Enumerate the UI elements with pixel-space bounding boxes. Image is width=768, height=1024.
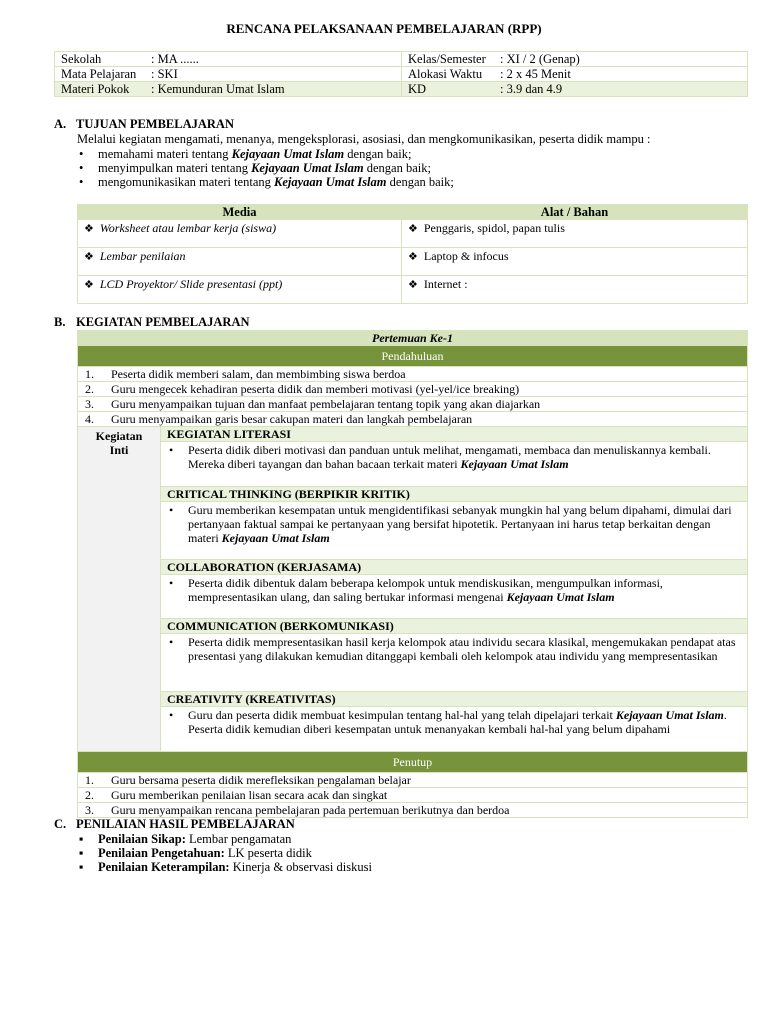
section-c-heading: C. PENILAIAN HASIL PEMBELAJARAN <box>54 817 295 831</box>
critical-body: • Guru memberikan kesempatan untuk mengidentifikasi sebanyak mungkin hal yang belum dipahami, dimulai dari pertanyaan faktual sampai ke pertanyaan yang bersifat hipotetik. Pertanyaan ini harus tetap berkaitan dengan materi Kejayaan Umat Islam <box>161 502 748 560</box>
table-row: ❖ Lembar penilaian ❖ Laptop & infocus <box>78 248 748 276</box>
alokasi-cell: Alokasi Waktu : 2 x 45 Menit <box>402 67 748 82</box>
pendahuluan-header: Pendahuluan <box>78 346 748 367</box>
penutup-header: Penutup <box>78 752 748 773</box>
section-a-heading: A. TUJUAN PEMBELAJARAN <box>54 117 234 131</box>
table-row: 1. Peserta didik memberi salam, dan membimbing siswa berdoa <box>78 367 748 382</box>
table-row: 3. Guru menyampaikan rencana pembelajaran pada pertemuan berikutnya dan berdoa <box>78 803 748 818</box>
creativity-body: • Guru dan peserta didik membuat kesimpulan tentang hal-hal yang telah dipelajari terkait Kejayaan Umat Islam. Peserta didik kemudian diberi kesempatan untuk menanyakan kembali hal-hal yang belum dipahami <box>161 707 748 752</box>
section-b-heading: B. KEGIATAN PEMBELAJARAN <box>54 315 250 329</box>
table-row: 2. Guru mengecek kehadiran peserta didik dan memberi motivasi (yel-yel/ice breaking) <box>78 382 748 397</box>
critical-header: CRITICAL THINKING (BERPIKIR KRITIK) <box>161 487 748 502</box>
mapel-cell: Mata Pelajaran : SKI <box>55 67 402 82</box>
sekolah-cell: Sekolah : MA ...... <box>55 52 402 67</box>
kegiatan-inti-label: Kegiatan Inti <box>78 427 161 752</box>
table-row: ❖ Worksheet atau lembar kerja (siswa) ❖ Penggaris, spidol, papan tulis <box>78 220 748 248</box>
literasi-header: KEGIATAN LITERASI <box>161 427 748 442</box>
table-row: 3. Guru menyampaikan tujuan dan manfaat pembelajaran tentang topik yang akan diajarkan <box>78 397 748 412</box>
comm-body: • Peserta didik mempresentasikan hasil kerja kelompok atau individu secara klasikal, mengemukakan pendapat atas presentasi yang dilakukan kemudian ditanggapi kembali oleh kelompok atau individu yang mempresentasikan <box>161 634 748 692</box>
kelas-cell: Kelas/Semester : XI / 2 (Genap) <box>402 52 748 67</box>
list-item: • memahami materi tentang Kejayaan Umat Islam dengan baik; <box>77 147 454 161</box>
list-item: ▪ Penilaian Pengetahuan: LK peserta didik <box>77 846 372 860</box>
alat-header: Alat / Bahan <box>402 205 748 220</box>
literasi-body: • Peserta didik diberi motivasi dan panduan untuk melihat, mengamati, membaca dan menuliskannya kembali. Mereka diberi tayangan dan bahan bacaan terkait materi Kejayaan Umat Islam <box>161 442 748 487</box>
table-row: 4. Guru menyampaikan garis besar cakupan materi dan langkah pembelajaran <box>78 412 748 427</box>
tujuan-list <box>77 147 454 189</box>
list-item: • menyimpulkan materi tentang Kejayaan Umat Islam dengan baik; <box>77 161 454 175</box>
kd-cell: KD : 3.9 dan 4.9 <box>402 82 748 97</box>
comm-header: COMMUNICATION (BERKOMUNIKASI) <box>161 619 748 634</box>
materi-cell: Materi Pokok : Kemunduran Umat Islam <box>55 82 402 97</box>
list-item: ▪ Penilaian Keterampilan: Kinerja & observasi diskusi <box>77 860 372 874</box>
list-item: • mengomunikasikan materi tentang Kejayaan Umat Islam dengan baik; <box>77 175 454 189</box>
kegiatan-table <box>77 330 748 818</box>
document-title: RENCANA PELAKSANAAN PEMBELAJARAN (RPP) <box>226 21 542 36</box>
identity-table <box>54 51 748 97</box>
table-row: ❖ LCD Proyektor/ Slide presentasi (ppt) ❖ Internet : <box>78 276 748 304</box>
collab-header: COLLABORATION (KERJASAMA) <box>161 560 748 575</box>
media-header: Media <box>78 205 402 220</box>
creativity-header: CREATIVITY (KREATIVITAS) <box>161 692 748 707</box>
pertemuan-header: Pertemuan Ke-1 <box>78 331 748 346</box>
list-item: ▪ Penilaian Sikap: Lembar pengamatan <box>77 832 372 846</box>
media-table <box>77 204 748 304</box>
table-row: 2. Guru memberikan penilaian lisan secara acak dan singkat <box>78 788 748 803</box>
penilaian-list <box>77 832 372 874</box>
table-row: 1. Guru bersama peserta didik merefleksikan pengalaman belajar <box>78 773 748 788</box>
collab-body: • Peserta didik dibentuk dalam beberapa kelompok untuk mendiskusikan, mengumpulkan informasi, mempresentasikan ulang, dan saling bertukar informasi mengenai Kejayaan Umat Islam <box>161 575 748 619</box>
section-a-intro: Melalui kegiatan mengamati, menanya, mengeksplorasi, asosiasi, dan mengkomunikasikan, peserta didik mampu : <box>77 132 651 146</box>
